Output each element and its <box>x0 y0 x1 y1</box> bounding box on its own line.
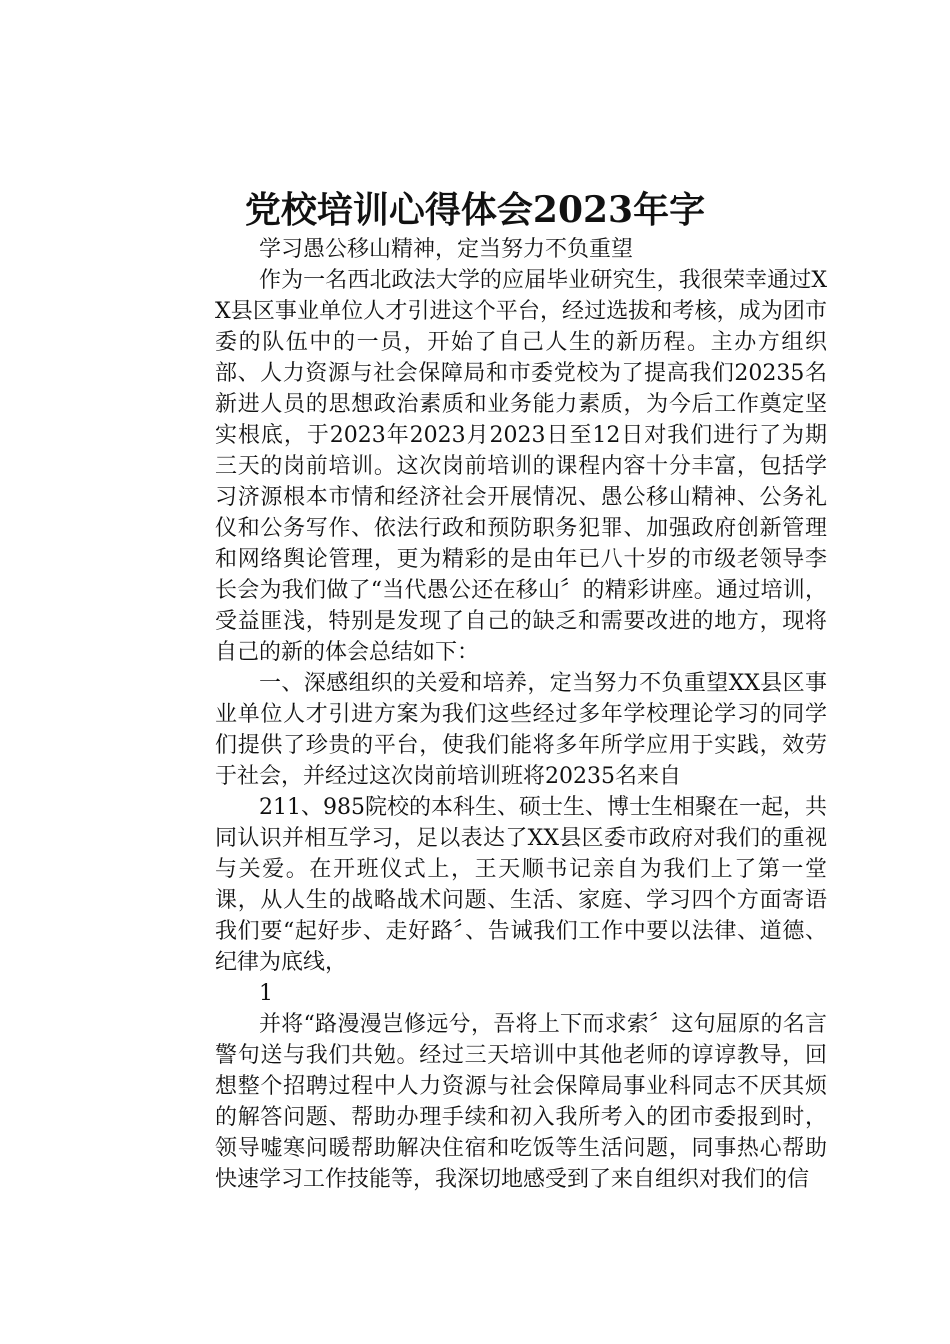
document-body <box>215 234 827 1195</box>
paragraph-1: 作为一名西北政法大学的应届毕业研究生，我很荣幸通过XX县区事业单位人才引进这个平台，经过选拔和考核，成为团市委的队伍中的一员，开始了自己人生的新历程。主办方组织部、人力资源与社会保障局和市委党校为了提高我们20235名新进人员的思想政治素质和业务能力素质，为今后工作奠定坚实根底，于2023年2023月2023日至12日对我们进行了为期三天的岗前培训。这次岗前培训的课程内容十分丰富，包括学习济源根本市情和经济社会开展情况、愚公移山精神、公务礼仪和公务写作、依法行政和预防职务犯罪、加强政府创新管理和网络舆论管理，更为精彩的是由年已八十岁的市级老领导李长会为我们做了“当代愚公还在移山〞的精彩讲座。通过培训，受益匪浅，特别是发现了自己的缺乏和需要改进的地方，现将自己的新的体会总结如下： <box>215 268 827 665</box>
document-subtitle: 学习愚公移山精神，定当努力不负重望 <box>259 237 634 262</box>
document-title: 党校培训心得体会2023年字 <box>244 189 706 231</box>
paragraph-4: 并将“路漫漫岂修远兮，吾将上下而求索〞这句屈原的名言警句送与我们共勉。经过三天培训中其他老师的谆谆教导，回想整个招聘过程中人力资源与社会保障局事业科同志不厌其烦的解答问题、帮助办理手续和初入我所考入的团市委报到时，领导嘘寒问暖帮助解决住宿和吃饭等生活问题，同事热心帮助快速学习工作技能等，我深切地感受到了来自组织对我们的信 <box>215 1012 827 1192</box>
paragraph-3: 211、985院校的本科生、硕士生、博士生相聚在一起，共同认识并相互学习，足以表达了XX县区委市政府对我们的重视与关爱。在开班仪式上，王天顺书记亲自为我们上了第一堂课，从人生的战略战术问题、生活、家庭、学习四个方面寄语我们要“起好步、走好路〞、告诫我们工作中要以法律、道德、纪律为底线， <box>215 795 827 975</box>
page-number: 1 <box>259 981 273 1006</box>
paragraph-2: 一、深感组织的关爱和培养，定当努力不负重望XX县区事业单位人才引进方案为我们这些经过多年学校理论学习的同学们提供了珍贵的平台，使我们能将多年所学应用于实践，效劳于社会，并经过这次岗前培训班将20235名来自 <box>215 671 827 789</box>
